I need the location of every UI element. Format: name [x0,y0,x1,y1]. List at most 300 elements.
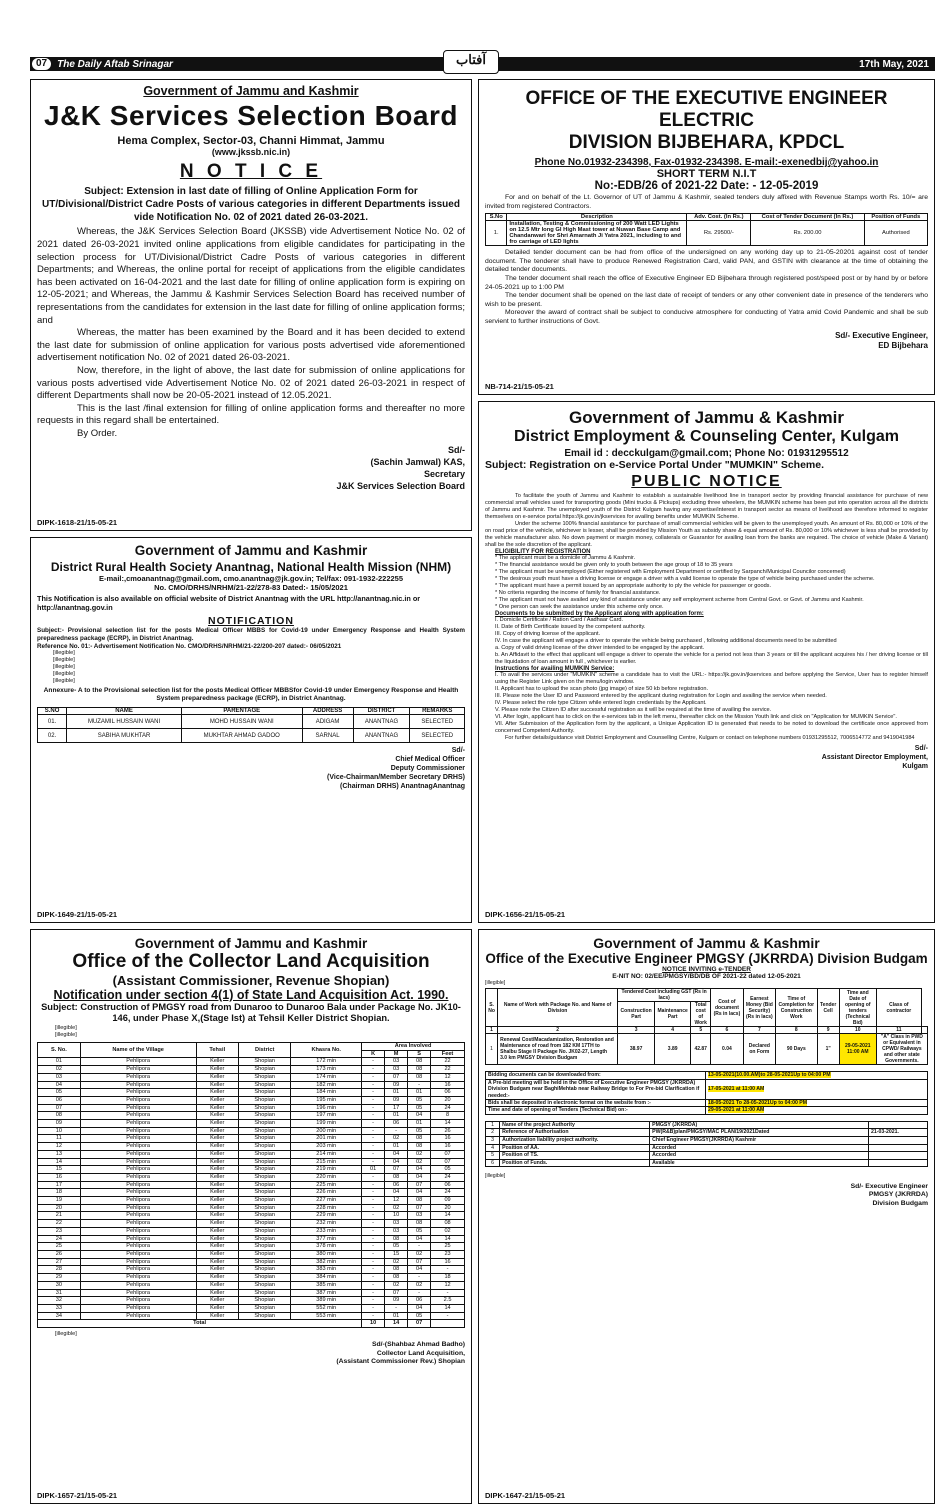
cell: 15 [38,1166,81,1174]
table-row [38,1089,465,1097]
col-header: Feet [431,1050,465,1058]
cell: - [362,1258,385,1266]
cell: - [408,1289,431,1297]
cell: Pehlipora [80,1181,196,1189]
cell: Keller [196,1112,239,1120]
signature: Sd/- [914,745,928,752]
cell: 195 min [291,1096,362,1104]
cell: - [385,1304,408,1312]
table-row [38,1204,465,1212]
ad-land-acquisition [30,929,472,1504]
ad-title: Office of the Collector Land Acquisition [72,951,430,972]
cell: Shopian [239,1274,291,1282]
cell: 14 [431,1212,465,1220]
contact: Phone No.01932-234398, Fax-01932-234398. E-mail:-exenedbij@yahoo.in [534,157,879,168]
cell: ANANTNAG [353,715,410,729]
cell: 10 [839,1027,876,1034]
cell: 553 min [291,1312,362,1320]
cell: 14 [431,1235,465,1243]
cell: 233 min [291,1227,362,1235]
annexure-title: Annexure- A to the Provisional selection list for the posts Medical Officer MBBSfor Covid-19 under Emergency Response and Health System preparedness package (ECRP), in District Anantnag. [43,687,459,703]
cell: Pehlipora [80,1073,196,1081]
col-header: Tendered Cost including GST (Rs in lacs) [618,989,711,1002]
cell: Keller [196,1120,239,1128]
para: Moreover the award of contract shall be subject to conducive atmosphere for conducting of Yatra amid Covid Pandemic and shall be sub servient to further instructions of Govt. [485,309,928,325]
gov-line: Government of Jammu & Kashmir [593,935,820,951]
cell: 29 [38,1274,81,1282]
cell: 5 [691,1027,711,1034]
signatory-designation: (Chairman DRHS) AnantnagAnantnag [340,782,465,790]
ad-ref: DIPK-1657-21/15-05-21 [37,1491,118,1500]
cell: 4 [655,1027,691,1034]
cell: 24 [431,1104,465,1112]
cell: Declared on Form [743,1034,775,1065]
list-item: IV. Please select the role type Citizen while entered login credentials by the Applicant. [495,700,707,706]
cell: 03 [385,1220,408,1228]
cell: 2 [486,1129,500,1137]
cell: 07 [431,1158,465,1166]
table-row [38,1243,465,1251]
cell: 05 [408,1104,431,1112]
cell: Keller [196,1312,239,1320]
cell: - [362,1220,385,1228]
list-item: I. To avail the services under "MUMKIN" scheme a candidate has to visit the URL:- https://jk.gov.in/jkservices and before applying the Service, User has to register himself using the Register Link given on the menu/login window. [495,672,928,685]
cell: 184 min [291,1089,362,1097]
reference: Reference No. 01:- Advertisement Notification No. CMO/DRHS/NRHM/21-22/200-207 dated:- 06/05/2021 [37,642,342,650]
ad-subtitle: (Assistant Commissioner, Revenue Shopian) [112,973,390,988]
cell: 12 [385,1197,408,1205]
cell: Shopian [239,1158,291,1166]
cell: - [362,1181,385,1189]
cell: 24 [38,1235,81,1243]
table-row [38,1120,465,1128]
cell: Renewal Cost/Macadamization, Restoration and Maintenance of road from 182 KM 17TH to Shalbu Stage II Package No. JK02-27, Length 3.0 km PMGSY Division Budgam [498,1034,618,1065]
cell: 07 [408,1204,431,1212]
cell: 1. [486,221,507,246]
para: To facilitate the youth of Jammu and Kashmir to establish a sustainable livelihood line in transport sector by providing financial assistance for purchase of new commercial small vehicles used for transporting goods (Mini trucks & Pickups) excluding three wheelers, the MUMKIN scheme has been put into operation across all the districts of Jammu and Kashmir. The unemployed youth of the District Kulgam having any expertise/interest in transport sector as means of livelihood are therefore informed to register themselves on e-service portal https://jk.gov.in/jkservices for availing benefits under MUMKIN Scheme. [485,493,928,520]
by-order: By Order. [77,427,118,439]
cell: 17-05-2021 at 11:00 AM [708,1086,765,1093]
table-row [38,1173,465,1181]
cell [868,1144,927,1152]
cell: 08 [408,1197,431,1205]
cell: 03 [385,1227,408,1235]
cell: - [362,1204,385,1212]
cell: 197 min [291,1112,362,1120]
cell: Shopian [239,1120,291,1128]
cell: 22 [38,1220,81,1228]
col-header: ADDRESS [302,708,353,715]
cell: - [431,1312,465,1320]
cell: 06 [385,1181,408,1189]
cell: 9 [817,1027,839,1034]
cell: 16 [431,1143,465,1151]
para: The tender document shall be opened on the last date of receipt of tenders or any other convenient date in presence of the tenderers who wish to be present. [485,292,928,308]
ad-ref: NB-714-21/15-05-21 [485,382,554,391]
cell: Keller [196,1274,239,1282]
cell: 05 [38,1089,81,1097]
cell: 03 [385,1058,408,1066]
col-header: K [362,1050,385,1058]
cell: Pehlipora [80,1150,196,1158]
cell: 90 Days [776,1034,818,1065]
cell: 6 [711,1027,744,1034]
cell: 12 [431,1073,465,1081]
cell: Shopian [239,1089,291,1097]
cell: 173 min [291,1066,362,1074]
notification-heading: NOTIFICATION [208,615,294,627]
para: [illegible] [53,650,75,657]
cell: SARNAL [302,729,353,743]
cell: - [362,1235,385,1243]
cell: 08 [408,1066,431,1074]
cell: Shopian [239,1197,291,1205]
cell: 01 [385,1112,408,1120]
table-row [38,1235,465,1243]
cell: 05 [408,1127,431,1135]
cell: Accorded [650,1152,869,1160]
table-row [38,1096,465,1104]
cell: Shopian [239,1166,291,1174]
cell: 04 [408,1304,431,1312]
cell: 09 [385,1096,408,1104]
table-row [38,1150,465,1158]
cell: 24 [431,1173,465,1181]
cell: - [362,1304,385,1312]
cell: Pehlipora [80,1112,196,1120]
cell: Shopian [239,1235,291,1243]
cell: Keller [196,1181,239,1189]
list-item: II. Date of Birth Certificate issued by the competent authority. [495,624,646,630]
list-item: V. Please note the Citizen ID after successful registration as it will be required at the time of availing the service. [495,707,772,713]
cell: Pehlipora [80,1143,196,1151]
cell: 29-05-2021 at 11:00 AM [708,1107,765,1114]
cell: 03 [38,1073,81,1081]
cell: Pehlipora [80,1096,196,1104]
cell: 07 [408,1181,431,1189]
total-row [38,1320,465,1328]
cell: 4 [486,1144,500,1152]
table-row [38,1081,465,1089]
signature: Sd/- Executive Engineer [850,1182,928,1190]
cell: 01 [38,1058,81,1066]
cell: Keller [196,1258,239,1266]
col-header: Total cost of Work [691,1002,711,1027]
signature: Sd/- [448,445,465,456]
table-row [486,221,928,246]
cell: - [362,1250,385,1258]
signatory-name: (Sachin Jamwal) KAS, [370,457,465,468]
col-header: Time and Date of opening of tenders (Technical Bid) [839,989,876,1027]
cell: 3 [618,1027,655,1034]
info-table [485,1121,928,1168]
signatory-designation: Collector Land Acquisition, [376,1349,465,1357]
cell: Keller [196,1081,239,1089]
signatory-designation: Deputy Commissioner [390,764,465,772]
table-row [38,1189,465,1197]
cell: 1 [486,1121,500,1129]
table-row [486,1129,928,1137]
cell: 389 min [291,1297,362,1305]
list-item: * The financial assistance would be given only to youth between the age group of 18 to 35 years [495,562,733,568]
cell: 16 [431,1258,465,1266]
col-header: Tehsil [196,1043,239,1058]
cell: - [362,1081,385,1089]
cell: 04 [38,1081,81,1089]
address: Hema Complex, Sector-03, Channi Himmat, Jammu [117,135,385,147]
cell: Keller [196,1104,239,1112]
cell: Pehlipora [80,1227,196,1235]
cell [868,1159,927,1167]
table-row [38,1281,465,1289]
list-item: * The applicant must have a permit issued by an appropriate authority to ply the vehicle for passenger or goods. [495,583,772,589]
cell: Pehlipora [80,1220,196,1228]
col-header: S [408,1050,431,1058]
cell: 1 [486,1027,498,1034]
ad-pmgsy [478,929,935,1504]
intro: This Notification is also available on official website of District Anantnag with the URL http://anantnag.nic.in or http://anantnag.gov.in [37,594,421,612]
cell: Keller [196,1143,239,1151]
table-row [486,1159,928,1167]
cell: Bids shall be deposited in electronic format on the website from :- [486,1100,706,1107]
eligibility-heading: ELIGIBILITY FOR REGISTRATION [495,549,591,555]
cell: 7 [743,1027,775,1034]
signatory-designation: (Vice-Chairman/Member Secretary DRHS) [327,773,465,781]
para: Now, therefore, in the light of above, the last date for submission of online applications for various posts advertised vide Advertisement Notice No. 02 of 2021 dated 26-03-2021 in respect of different Departments shall now be 20-05-2021 instead of 12.05.2021. [37,364,465,402]
cell: 12 [431,1281,465,1289]
table-row [38,1135,465,1143]
cell: - [362,1158,385,1166]
cell: 06 [38,1096,81,1104]
table-row [38,1127,465,1135]
ad-title: J&K Services Selection Board [44,100,458,131]
cell: - [362,1096,385,1104]
cell: 02 [38,1066,81,1074]
cell: Pehlipora [80,1235,196,1243]
cell: Shopian [239,1204,291,1212]
table-row [486,1121,928,1129]
cell: MOHD HUSSAIN WANI [181,715,302,729]
cell: Shopian [239,1250,291,1258]
list-item: IV. In case the applicant will engage a driver to operate the vehicle being purchased , following additional documents need to be submitted [495,638,837,644]
nit: SHORT TERM N.I.T [656,168,757,180]
signatory-designation: (Assistant Commissioner Rev.) Shopian [336,1358,465,1366]
cell: 10 [385,1212,408,1220]
cell: - [362,1289,385,1297]
cell: Keller [196,1289,239,1297]
cell: 38.97 [618,1034,655,1065]
cell: Keller [196,1127,239,1135]
cell: 225 min [291,1181,362,1189]
contact: E-mail:,cmoanantnag@gmail.com, cmo.anantnag@jk.gov.in; Tel/fax: 091-1932-222255 [98,574,404,583]
col-header: PARENTAGE [181,708,302,715]
cell: 07 [431,1150,465,1158]
cell: 25 [431,1243,465,1251]
table-row [486,1152,928,1160]
col-header: Earnest Money (Bid Security) (Rs in lacs) [743,989,775,1027]
cell: Shopian [239,1081,291,1089]
table-row [38,1304,465,1312]
cell: - [408,1243,431,1251]
cell: Shopian [239,1150,291,1158]
cell: 09 [38,1120,81,1128]
col-header: REMARKS [410,708,465,715]
cell: Position of AA. [500,1144,650,1152]
cell: 199 min [291,1120,362,1128]
cell: 219 min [291,1166,362,1174]
gov-line: Government of Jammu & Kashmir [569,408,844,427]
cell: Shopian [239,1289,291,1297]
cell: 215 min [291,1158,362,1166]
cell: 3 [486,1137,500,1145]
col-header: NAME [67,708,182,715]
cell: 02 [408,1158,431,1166]
cell: 09 [385,1081,408,1089]
para: [illegible] [53,664,75,671]
cell: - [362,1143,385,1151]
cell: 11 [876,1027,921,1034]
table-row [486,1079,928,1099]
col-header: Time of Completion for Construction Work [776,989,818,1027]
cell: 12 [38,1143,81,1151]
list-item: II. Applicant has to upload the scan photo (jpg image) of size 50 kb before registration. [495,686,709,692]
cell: Keller [196,1166,239,1174]
cell: Pehlipora [80,1104,196,1112]
cell: Keller [196,1266,239,1274]
table-row [486,1072,928,1079]
list-item: b. An Affidavit to the effect that applicant will engage a driver to operate the vehicle for a period not less than 3 years or till the applicant acquires his / her driving license or till the liquidation of loan amount in full , whichever is earlier. [495,652,928,665]
cell: 200.00 [803,230,822,237]
cell: 32 [38,1297,81,1305]
table-row [38,1143,465,1151]
cell: Accorded [650,1144,869,1152]
cell: Time and date of opening of Tenders (Technical Bid) on:- [486,1107,706,1114]
table-row [38,1227,465,1235]
cell: - [362,1312,385,1320]
cell: 31 [38,1289,81,1297]
ad-title: Office of the Executive Engineer PMGSY (JKRRDA) Division Budgam [485,951,928,966]
cell: 5 [486,1152,500,1160]
ad-title: District Employment & Counseling Center, Kulgam [514,428,899,445]
cell: 377 min [291,1235,362,1243]
cell: Shopian [239,1104,291,1112]
para: Whereas, the matter has been examined by the Board and it has been decided to extend the last date for submission of online application for various posts advertised vide aforementioned advertisement notification No. 02 of 2021 dated 26-03-2021. [37,327,465,364]
cell: 06 [431,1089,465,1097]
table-row [38,1158,465,1166]
cell: 01 [362,1166,385,1174]
cell: Rs. 29500/- [687,221,751,246]
table-row [38,1197,465,1205]
cell: Pehlipora [80,1089,196,1097]
cell: 387 min [291,1289,362,1297]
para: Under the scheme 100% financial assistance for purchase of small commercial vehicles will be given to the unemployed youth. An amount of Rs. 80,000 or 10% of the on road price of the vehicle, whichever is lesser, shall be provided by Mission Youth as subsidy share & equal amount of Rs. 80,000 or 10% whichever is less shall be provided by the vehicle manufacturer also. No down payment or margin money, collaterals or Guarantor for availing loan from the banks are required. The choice of vehicle (Make & Variant) shall be the sole discretion of the applicant. [485,521,928,548]
cell: 05 [431,1166,465,1174]
cell: - [362,1274,385,1282]
ad-nhm [30,537,472,923]
cell: 226 min [291,1189,362,1197]
cell: 04 [408,1266,431,1274]
cell: Pehlipora [80,1204,196,1212]
instructions-heading: Instructions for availing MUMKIN Service: [495,666,615,672]
cell: 08 [385,1173,408,1181]
cell: - [362,1112,385,1120]
ref-number: No. CMO/DRHS/NRHM/21-22/278-83 Dated:- 15/05/2021 [154,583,348,592]
cell: Pehlipora [80,1058,196,1066]
cell: 07 [408,1258,431,1266]
cell: 20 [431,1096,465,1104]
table-row [38,1073,465,1081]
cell: 02 [385,1204,408,1212]
col-header: Cost of document (Rs in lacs) [711,989,744,1027]
cell: 174 min [291,1073,362,1081]
cell: 20 [431,1204,465,1212]
cell: PW(R&B)plan/PMGSY/MAC PLAN/19/2021Dated [650,1129,869,1137]
cell: Keller [196,1066,239,1074]
cell: 14 [431,1304,465,1312]
cell: - [362,1127,385,1135]
cell: Keller [196,1189,239,1197]
cell: 27 [38,1258,81,1266]
cell: 383 min [291,1266,362,1274]
cell: 07 [408,1320,431,1328]
cell: 385 min [291,1281,362,1289]
cell: 2.5 [431,1297,465,1305]
website: (www.jkssb.nic.in) [211,147,291,157]
cell: 26 [38,1250,81,1258]
cell: - [362,1073,385,1081]
cell: 42.87 [691,1034,711,1065]
cell: Available [650,1159,869,1167]
cell: 08 [408,1143,431,1151]
cell: 02 [408,1250,431,1258]
paper-logo: آفتاب [443,50,499,74]
cell: 28 [38,1266,81,1274]
cell: Pehlipora [80,1281,196,1289]
table-row [38,1212,465,1220]
col-header: M [385,1050,408,1058]
notice-heading: PUBLIC NOTICE [631,473,782,490]
cell: Keller [196,1227,239,1235]
cell: - [385,1127,408,1135]
cell: 26 [431,1127,465,1135]
cell: Pehlipora [80,1212,196,1220]
cell: 08 [385,1266,408,1274]
cell: 16 [38,1173,81,1181]
cell: 201 min [291,1135,362,1143]
cell: 06 [408,1297,431,1305]
cell: Shopian [239,1312,291,1320]
cell: 30 [38,1281,81,1289]
col-header: Tender Cell [817,989,839,1027]
cell: 2 [498,1027,618,1034]
cell: 13-05-2021(10.00.AM)to 28-05-2021Up to 04:00 PM [708,1072,831,1079]
cell: 23 [431,1250,465,1258]
cell: - [362,1173,385,1181]
table-row [486,1144,928,1152]
cell: Keller [196,1297,239,1305]
cell: 227 min [291,1197,362,1205]
cell: 19 [38,1197,81,1205]
subject: Subject:- Provisional selection list for the posts Medical Officer MBBS for Covid-19 under Emergency Response and Health System preparedness package (ECRP), in District Anantnag. [37,627,465,642]
para: The tender document shall reach the office of Executive Engineer ED Bijbehara through registered post/speed post or by hand by or before 24-05-2021 up to 1:00 PM [485,274,928,291]
list-item: * The desirous youth must have a driving license or engage a driver with a valid license to operate the type of vehicle being purchased under the scheme. [495,576,875,582]
table-row [486,1034,928,1065]
cell: 384 min [291,1274,362,1282]
cell: MUKHTAR AHMAD GADOO [181,729,302,743]
list-item: * No criteria regarding the income of family for financial assistance. [495,590,661,596]
cell: 203 min [291,1143,362,1151]
col-header: Area Involved [362,1043,465,1051]
